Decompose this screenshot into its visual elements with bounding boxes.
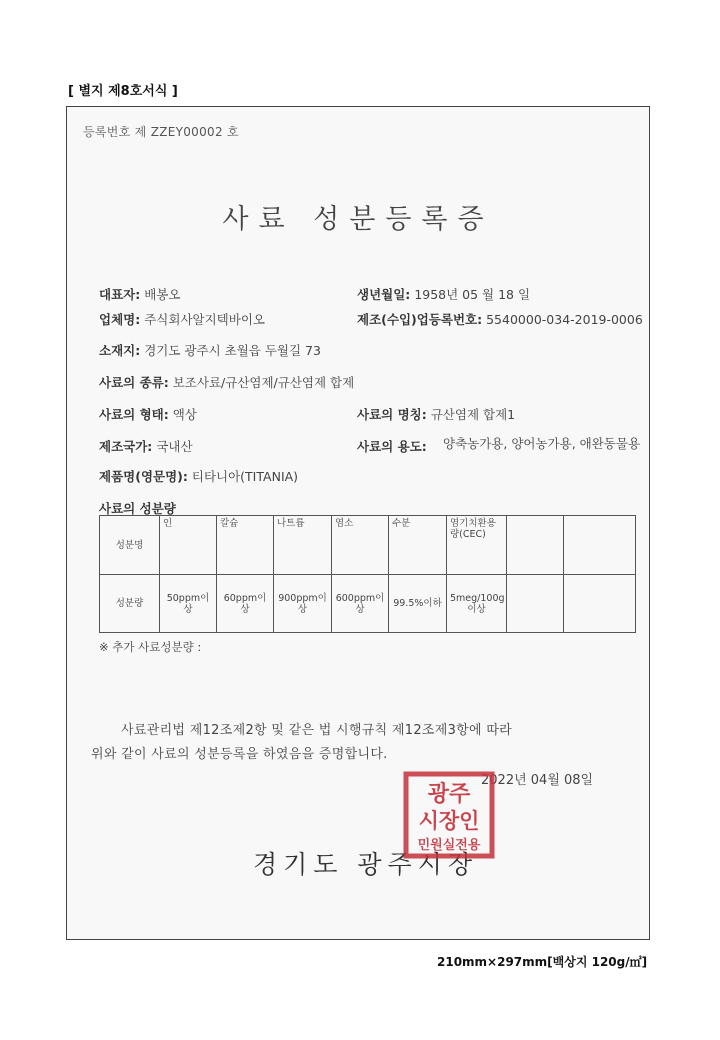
paper-specification: 210mm×297mm[백상지 120g/㎡] (437, 955, 648, 969)
address-value: 경기도 광주시 초월읍 두월길 73 (144, 343, 321, 358)
composition-value-cell (564, 575, 636, 633)
composition-header-cell (507, 516, 564, 575)
feed-form-field (99, 405, 197, 423)
product-name-value: 티타니아(TITANIA) (191, 469, 299, 484)
composition-header-cell (564, 516, 636, 575)
composition-value-cell: 600ppm이상 (332, 575, 389, 633)
address-label: 소재지: (99, 343, 141, 358)
manufacturer-registration-label: 제조(수입)업등록번호: (357, 312, 483, 327)
form-number-label: [ 별지 제8호서식 ] (68, 84, 178, 99)
issuer-name: 경기도 광주시장 (253, 850, 478, 879)
usage-label: 사료의 용도: (357, 439, 427, 454)
official-seal-stamp (403, 771, 495, 859)
composition-header-cell: 염기치환용량(CEC) (447, 516, 507, 575)
composition-value-cell: 900ppm이상 (274, 575, 332, 633)
composition-header-cell: 염소 (332, 516, 389, 575)
composition-value-cell: 60ppm이상 (217, 575, 274, 633)
company-label: 업체명: (99, 312, 141, 327)
svg-text:민원실전용: 민원실전용 (417, 838, 481, 853)
composition-header-row (100, 516, 636, 575)
issue-date: 2022년 04월 08일 (481, 773, 594, 788)
company-value: 주식회사알지텍바이오 (144, 312, 265, 327)
manufacturer-registration-value: 5540000-034-2019-0006 (486, 312, 643, 327)
feed-name-label: 사료의 명칭: (357, 407, 427, 422)
registration-number: 등록번호 제 ZZEY00002 호 (83, 125, 239, 139)
feed-form-value: 액상 (172, 407, 197, 422)
feed-name-field (357, 405, 515, 423)
composition-header-cell: 나트륨 (274, 516, 332, 575)
svg-text:시장인: 시장인 (418, 809, 480, 833)
company-field (99, 310, 265, 328)
birth-date-label: 생년월일: (357, 287, 411, 302)
composition-value-cell: 50ppm이상 (160, 575, 217, 633)
usage-value: 양축농가용, 양어농가용, 애완동물용 (443, 436, 641, 451)
usage-field (357, 437, 427, 455)
certificate-document (66, 106, 650, 940)
feed-type-label: 사료의 종류: (99, 375, 169, 390)
certification-text-line-2: 위와 같이 사료의 성분등록을 하였음을 증명합니다. (91, 747, 388, 762)
country-value: 국내산 (156, 439, 193, 454)
feed-type-field (99, 373, 354, 391)
address-field (99, 341, 321, 359)
composition-header-cell: 수분 (389, 516, 447, 575)
composition-value-cell: 99.5%이하 (389, 575, 447, 633)
product-name-field (99, 467, 298, 485)
representative-label: 대표자: (99, 287, 141, 302)
composition-value-row (100, 575, 636, 633)
feed-type-value: 보조사료/규산염제/규산염제 합제 (172, 375, 355, 390)
product-name-label: 제품명(영문명): (99, 469, 188, 484)
birth-date-value: 1958년 05 월 18 일 (414, 287, 531, 302)
composition-value-cell: 성분량 (100, 575, 160, 633)
composition-header-cell: 칼슘 (217, 516, 274, 575)
composition-value-cell: 5meg/100g이상 (447, 575, 507, 633)
country-field (99, 437, 193, 455)
feed-form-label: 사료의 형태: (99, 407, 169, 422)
composition-table (99, 515, 636, 633)
composition-label: 사료의 성분량 (99, 501, 176, 516)
svg-text:광주: 광주 (427, 782, 471, 807)
birth-date-field (357, 285, 530, 303)
document-title: 사료 성분등록증 (222, 204, 494, 235)
feed-name-value: 규산염제 합제1 (430, 407, 516, 422)
manufacturer-registration-field (357, 310, 643, 328)
representative-field (99, 285, 180, 303)
additional-composition-note: ※ 추가 사료성분량 : (99, 640, 202, 654)
composition-value-cell (507, 575, 564, 633)
representative-value: 배봉오 (144, 287, 181, 302)
certification-text-line-1: 사료관리법 제12조제2항 및 같은 법 시행규칙 제12조제3항에 따라 (121, 723, 513, 738)
composition-header-cell: 인 (160, 516, 217, 575)
country-label: 제조국가: (99, 439, 153, 454)
composition-header-cell: 성분명 (100, 516, 160, 575)
